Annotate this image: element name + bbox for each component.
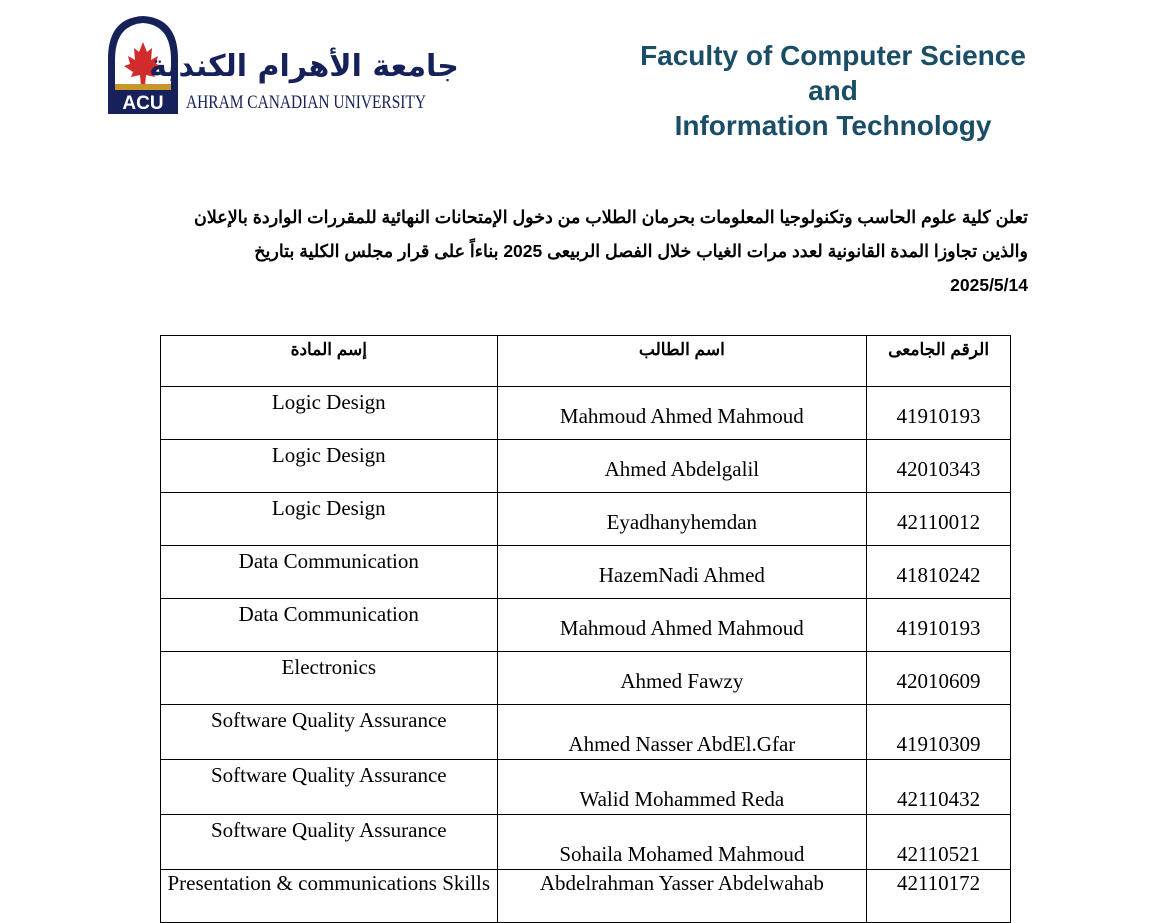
announcement-line-2: والذين تجاوزا المدة القانونية لعدد مرات الغياب خلال الفصل الربيعى 2025 بناءاً على قرار مجلس الكلية بتاريخ [254,241,1028,261]
logo-abbr: ACU [122,93,164,114]
header-student-id: الرقم الجامعى [867,336,1011,387]
cell-student-id: 41910193 [867,599,1011,652]
cell-student-id: 41910193 [867,387,1011,440]
table-row [161,440,1011,493]
cell-student-id: 41910309 [867,705,1011,760]
cell-course: Software Quality Assurance [161,705,498,760]
faculty-line-1: Faculty of Computer Science [640,40,1026,71]
cell-student-id: 42110432 [867,760,1011,815]
cell-student-id: 42110521 [867,815,1011,870]
cell-student-name: Ahmed Nasser AbdEl.Gfar [497,705,867,760]
university-logo [106,14,459,116]
logo-arabic-name: جامعة الأهرام الكندية [149,49,459,84]
cell-student-name: Eyadhanyhemdan [497,493,867,546]
cell-student-id: 41810242 [867,546,1011,599]
cell-course: Software Quality Assurance [161,760,498,815]
table-row [161,815,1011,870]
deprived-students-table [160,335,1011,923]
logo-english-name: AHRAM CANADIAN UNIVERSITY [186,93,426,113]
cell-student-name: Ahmed Abdelgalil [497,440,867,493]
table-row [161,599,1011,652]
table-row [161,760,1011,815]
cell-course: Data Communication [161,599,498,652]
cell-course: Data Communication [161,546,498,599]
table-row [161,705,1011,760]
table-row [161,387,1011,440]
cell-course: Logic Design [161,493,498,546]
cell-student-id: 42010343 [867,440,1011,493]
table-row [161,546,1011,599]
announcement-date: 2025/5/14 [950,275,1028,295]
cell-student-name: Sohaila Mohamed Mahmoud [497,815,867,870]
cell-course: Electronics [161,652,498,705]
table-row [161,870,1011,923]
cell-student-id: 42110012 [867,493,1011,546]
cell-student-name: Mahmoud Ahmed Mahmoud [497,387,867,440]
cell-student-name: Abdelrahman Yasser Abdelwahab [497,870,867,923]
cell-course: Logic Design [161,440,498,493]
cell-student-id: 42110172 [867,870,1011,923]
announcement-text [140,200,1028,302]
faculty-line-3: Information Technology [674,110,992,141]
table-row [161,652,1011,705]
cell-course: Logic Design [161,387,498,440]
table-header-row [161,336,1011,387]
cell-student-id: 42010609 [867,652,1011,705]
cell-student-name: Walid Mohammed Reda [497,760,867,815]
cell-student-name: Ahmed Fawzy [497,652,867,705]
faculty-line-2: and [808,75,858,106]
announcement-line-1: تعلن كلية علوم الحاسب وتكنولوجيا المعلومات بحرمان الطلاب من دخول الإمتحانات النهائية للمقررات الواردة بالإعلان [193,207,1028,227]
header-course: إسم المادة [161,336,498,387]
faculty-heading [600,38,1066,143]
header-student-name: اسم الطالب [497,336,867,387]
table-row [161,493,1011,546]
cell-course: Software Quality Assurance [161,815,498,870]
cell-course: Presentation & communications Skills [161,870,498,923]
cell-student-name: HazemNadi Ahmed [497,546,867,599]
cell-student-name: Mahmoud Ahmed Mahmoud [497,599,867,652]
